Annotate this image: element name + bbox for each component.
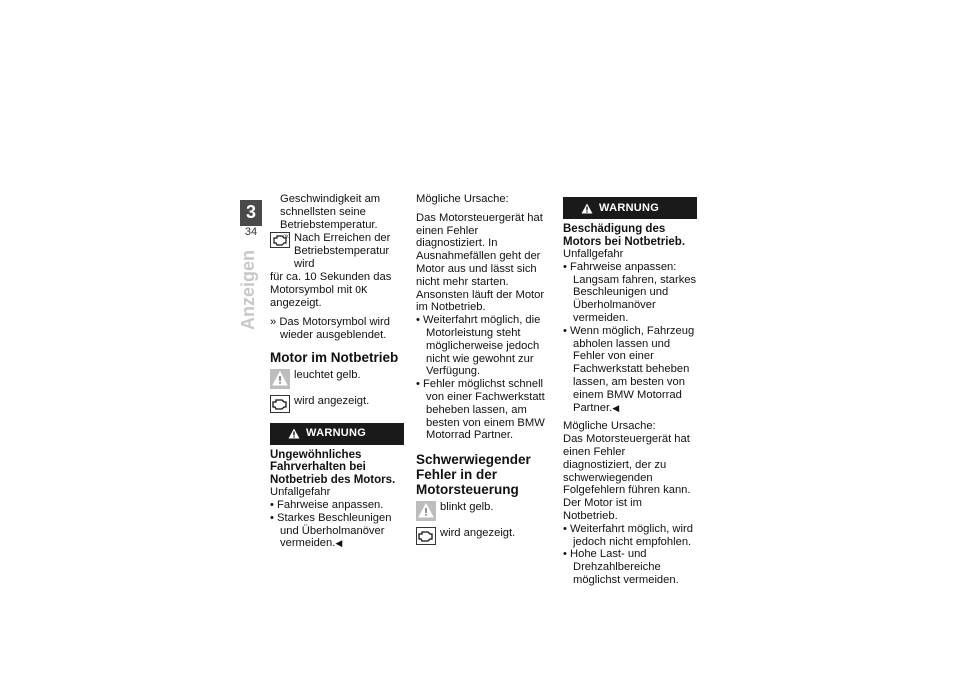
light-status-text: leuchtet gelb. — [294, 368, 361, 381]
column-2 — [416, 193, 550, 553]
bullet-item: • Fahrweise anpassen: Langsam fahren, starkes Beschleunigen und Überholmanöver vermeiden. — [563, 260, 697, 324]
engine-status-text: wird angezeigt. — [294, 394, 370, 407]
after-reach-text-b — [270, 271, 404, 310]
bullet-text: Fahrweise anpassen. — [277, 499, 384, 512]
engine-icon-row — [270, 395, 404, 415]
chapter-title-vertical: Anzeigen — [238, 249, 258, 330]
chapter-number-tab: 3 — [240, 200, 262, 224]
after-reach-c: angezeigt. — [270, 297, 322, 310]
warning-label: WARNUNG — [306, 427, 367, 440]
section-heading-notbetrieb: Motor im Notbetrieb — [270, 349, 399, 365]
general-warning-light-icon — [416, 501, 436, 521]
bullet-text: Weiterfahrt möglich, wird jedoch nicht empfohlen. — [570, 522, 693, 548]
warning-title: Ungewöhnliches Fahrverhalten bei Notbetrieb des Motors. — [270, 448, 396, 486]
after-reach-b: für ca. 10 Sekunden das Motorsymbol mit — [270, 270, 392, 296]
engine-ok-icon — [270, 232, 290, 248]
bullet-item: • Weiterfahrt möglich, die Motorleistung steht möglicherweise jedoch nicht wie gewohnt zur Verfügung. — [416, 314, 541, 378]
engine-status-text: wird angezeigt. — [440, 527, 516, 540]
warning-label: WARNUNG — [599, 201, 660, 214]
cause-label: Mögliche Ursache: — [563, 420, 656, 433]
engine-icon-row — [416, 527, 550, 547]
column-1 — [270, 193, 404, 550]
light-icon-row — [416, 501, 550, 521]
danger-text: Unfallgefahr — [270, 486, 331, 499]
engine-warning-icon — [416, 527, 436, 545]
cause-text: Das Motorsteuergerät hat einen Fehler diagnostiziert. In Ausnahmefällen geht der Motor aus und lässt sich nicht mehr starten. Ansonsten läuft der Motor im Notbetrieb. — [416, 211, 545, 314]
section-heading-schwerwiegend: Schwerwiegender Fehler in der Motorsteuerung — [416, 452, 531, 498]
continued-text: Geschwindigkeit am schnellsten seine Betriebstemperatur. — [280, 193, 381, 231]
bullet-item: • Starkes Beschleunigen und Überholmanöver vermeiden.◀ — [270, 511, 392, 550]
bullet-text: Fehler möglichst schnell von einer Fachwerkstatt beheben lassen, am besten von einem BMW Motorrad Partner. — [423, 378, 545, 442]
result-text: » Das Motorsymbol wird wieder ausgeblendet. — [270, 316, 390, 341]
svg-text:OK: OK — [283, 234, 289, 240]
light-icon-row — [270, 369, 404, 389]
engine-warning-icon — [270, 395, 290, 413]
cause-label: Mögliche Ursache: — [416, 193, 509, 205]
warning-triangle-icon — [581, 203, 593, 214]
bullet-text: Fahrweise anpassen: Langsam fahren, starkes Beschleunigen und Überholmanöver vermeiden. — [570, 260, 697, 324]
end-triangle-icon: ◀ — [335, 538, 343, 549]
ok-symbol: OK — [355, 284, 368, 296]
column-3 — [563, 193, 697, 587]
page-number: 34 — [244, 226, 258, 238]
general-warning-light-icon — [270, 369, 290, 389]
warning-title: Beschädigung des Motors bei Notbetrieb. — [563, 223, 686, 248]
bullet-text: Hohe Last- und Drehzahlbereiche möglichst vermeiden. — [570, 548, 679, 586]
bullet-text: Weiterfahrt möglich, die Motorleistung steht möglicherweise jedoch nicht wie gewohnt zur Verfügung. — [423, 314, 541, 378]
bullet-item: • Fehler möglichst schnell von einer Fachwerkstatt beheben lassen, am besten von einem BMW Motorrad Partner. — [416, 378, 545, 442]
warning-box — [563, 197, 697, 219]
bullet-item: • Weiterfahrt möglich, wird jedoch nicht empfohlen. — [563, 522, 693, 548]
bullet-item: • Fahrweise anpassen. — [270, 499, 384, 512]
bullet-text: Wenn möglich, Fahrzeug abholen lassen und Fehler von einer Fachwerkstatt beheben lassen, am besten von einem BMW Motorrad Partner. — [570, 324, 695, 414]
cause-text: Das Motorsteuergerät hat einen Fehler diagnostiziert, der zu schwerwiegenden Folgefehlern führen kann. Der Motor ist im Notbetrieb. — [563, 433, 691, 522]
warning-triangle-icon — [288, 428, 300, 439]
end-triangle-icon: ◀ — [612, 402, 620, 413]
bullet-text: Starkes Beschleunigen und Überholmanöver vermeiden. — [277, 511, 392, 550]
bullet-item: • Wenn möglich, Fahrzeug abholen lassen und Fehler von einer Fachwerkstatt beheben lassen, am besten von einem BMW Motorrad Partner.◀ — [563, 324, 695, 414]
danger-text: Unfallgefahr — [563, 248, 624, 260]
bullet-item: • Hohe Last- und Drehzahlbereiche möglichst vermeiden. — [563, 548, 679, 586]
after-reach-text-a: Nach Erreichen der Betriebstemperatur wird — [294, 232, 391, 270]
warning-box — [270, 423, 404, 445]
ok-icon-row — [270, 232, 404, 270]
light-status-text: blinkt gelb. — [440, 501, 494, 514]
